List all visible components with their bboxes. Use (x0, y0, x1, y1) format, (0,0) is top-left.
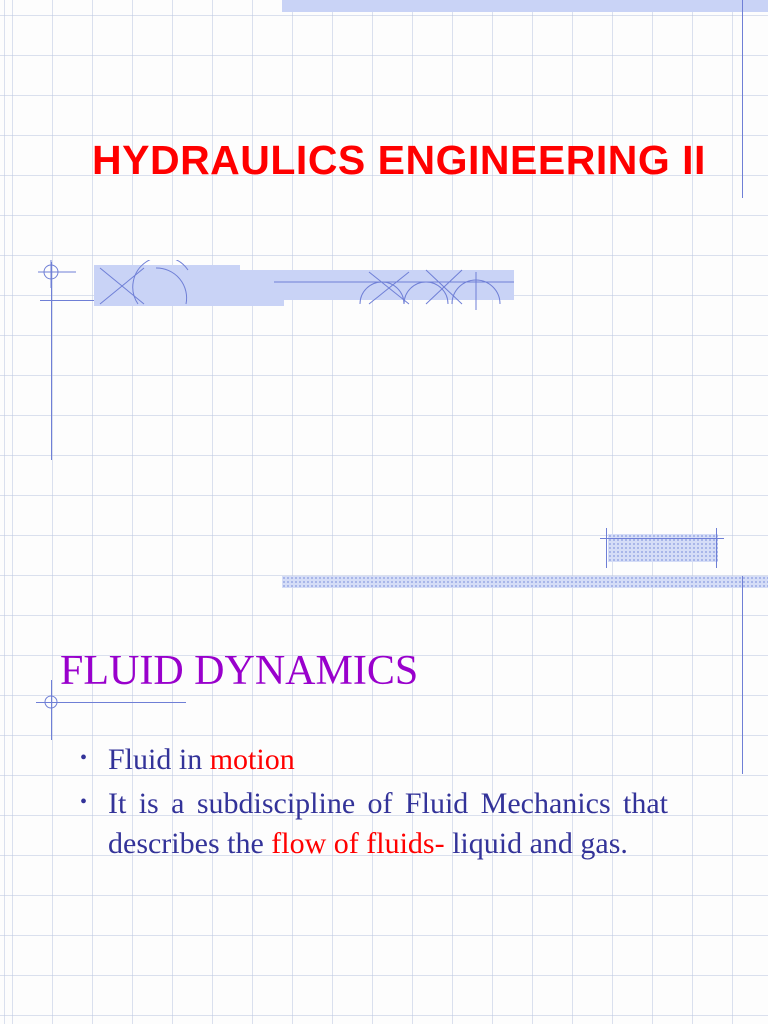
slide-title: HYDRAULICS ENGINEERING II (92, 137, 706, 183)
geometric-ornament (34, 260, 514, 310)
bullet-emphasis: flow of fluids- (271, 827, 445, 860)
right-vertical-line (742, 0, 743, 198)
list-item (80, 784, 668, 864)
bullet-text: Fluid in (108, 743, 210, 776)
small-ornament-tick-right (716, 528, 717, 568)
dotted-ornament-wide (282, 576, 768, 588)
bullet-list (80, 740, 668, 868)
crosshair-ornament (40, 692, 64, 716)
content-slide (0, 512, 768, 1024)
bullet-text: It is a subdiscipline of Fluid Mechanics that describes the (108, 787, 668, 860)
slide-title: FLUID DYNAMICS (60, 648, 419, 694)
bullet-text-end: liquid and gas. (444, 827, 628, 860)
bullet-dot-icon: • (80, 747, 88, 769)
small-ornament-line (600, 538, 724, 539)
top-decorative-bar (282, 0, 768, 12)
list-item (80, 740, 668, 780)
bullet-dot-icon: • (80, 791, 88, 813)
small-ornament-tick-left (606, 528, 607, 568)
right-vertical-line (742, 576, 743, 774)
bullet-emphasis: motion (209, 743, 295, 776)
